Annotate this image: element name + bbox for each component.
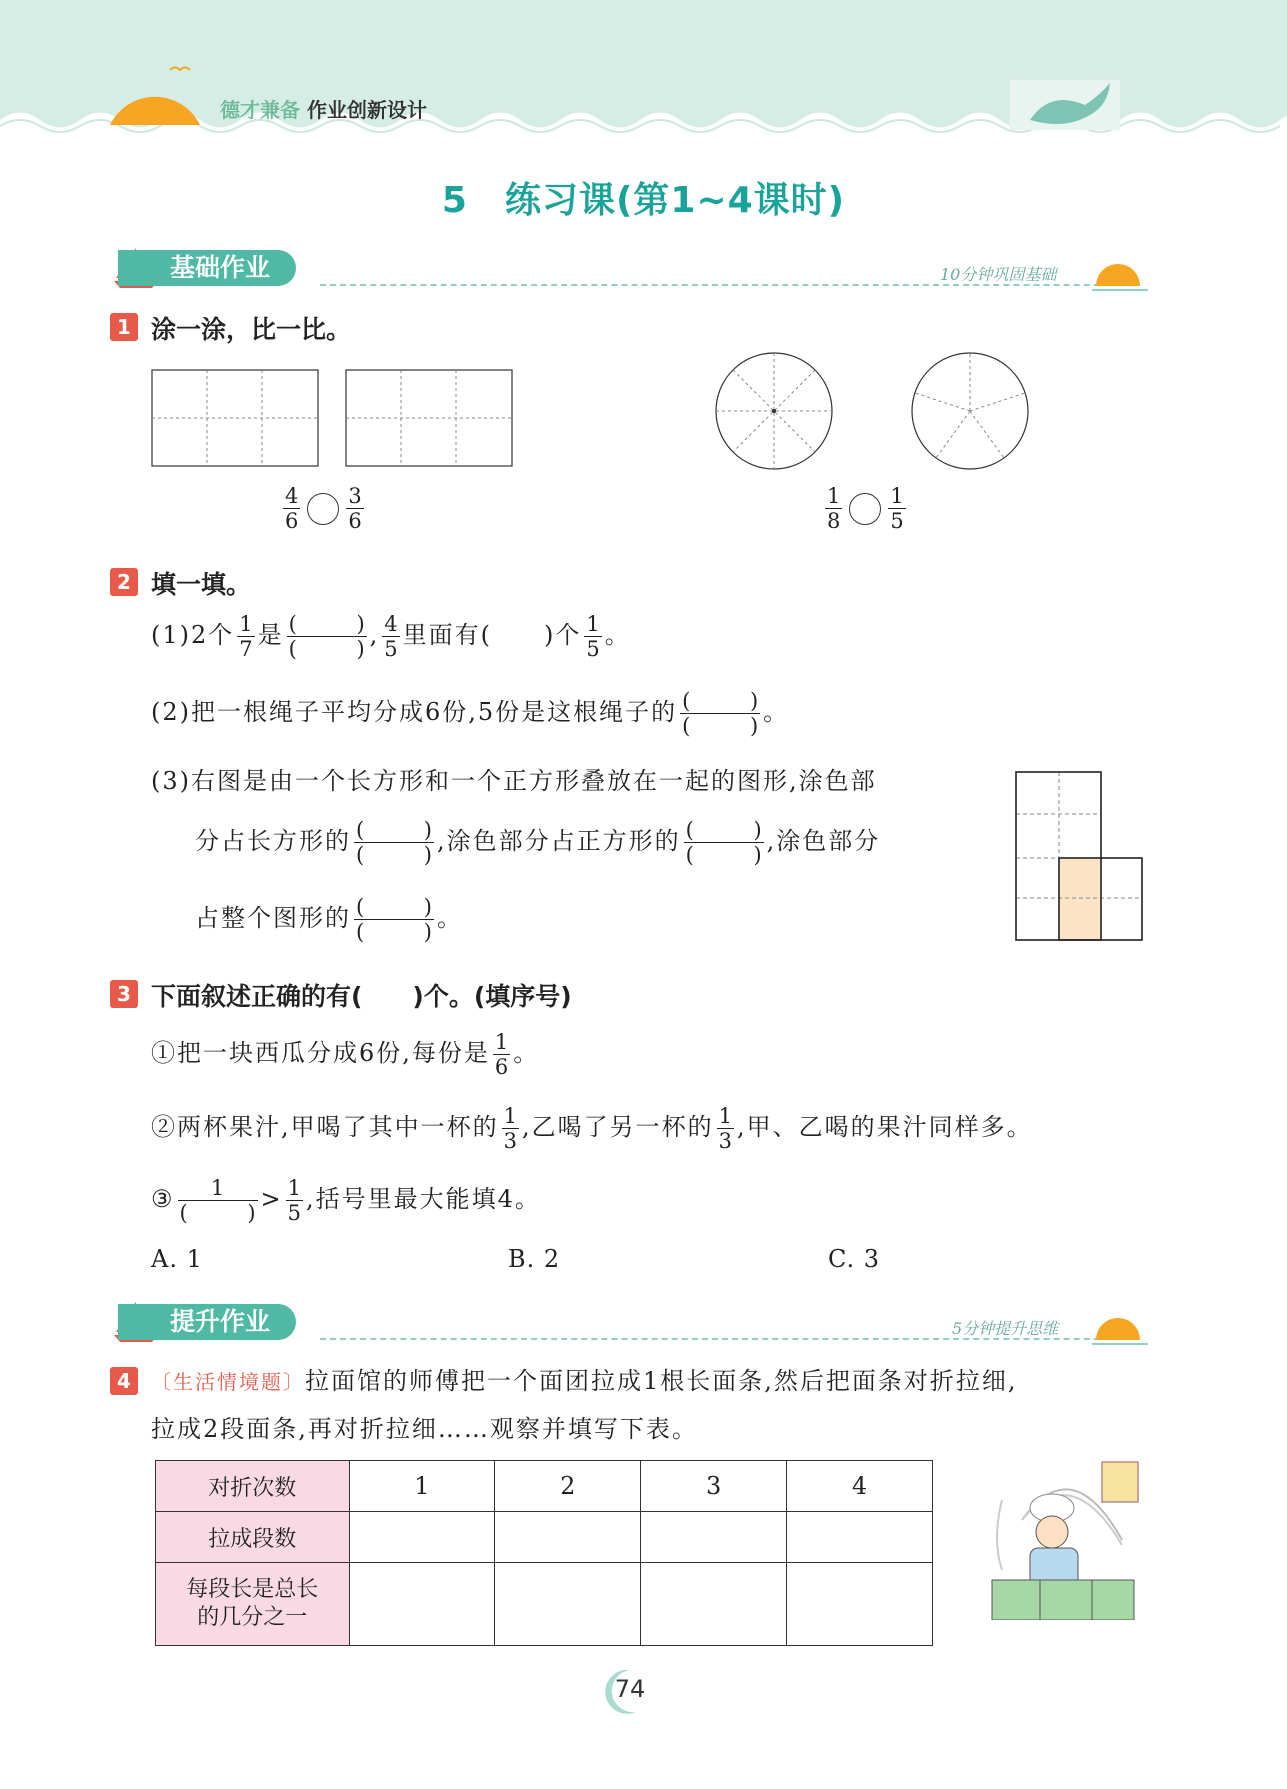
compare-blank[interactable] [307,493,339,525]
table-head-fraction: 每段长是总长 的几分之一 [156,1563,350,1646]
q3-statement-3: ③ 1 ( ) > $\frac{1}{5}$ ,括号里最大能填4。 [151,1176,541,1225]
answer-blank-fraction[interactable]: ( ) ( ) [685,818,762,867]
section-advanced-label: 提升作业 [118,1304,296,1340]
q4-text-line2: 拉成2段面条,再对折拉细……观察并填写下表。 [151,1415,698,1443]
answer-blank-fraction[interactable]: ( ) ( ) [356,895,432,944]
table-row [156,1563,933,1646]
q4-table [155,1460,933,1646]
option-b[interactable]: B. 2 [508,1245,561,1273]
q2-rect-square-figure [1014,770,1144,942]
brand-prefix: 德才兼备 [220,98,300,122]
section-advanced-time: 5分钟提升思维 [952,1319,1059,1338]
question-2-title: 填一填。 [151,570,252,599]
whale-icon [1010,75,1120,135]
answer-blank-fraction[interactable]: ( ) ( ) [682,689,759,738]
question-1-number: 1 [110,313,138,341]
question-4-number: 4 [110,1367,138,1395]
answer-blank-fraction[interactable]: ( ) ( ) [356,818,432,867]
page-title: 5 练习课(第1~4课时) [441,180,846,221]
answer-cell[interactable] [495,1563,641,1646]
answer-cell[interactable] [787,1512,933,1563]
table-row [156,1512,933,1563]
section-basic-time: 10分钟巩固基础 [940,265,1057,284]
q1-left-compare: $\frac{4}{6}$ $\frac{3}{6}$ [285,484,362,533]
question-3-number: 3 [110,980,138,1008]
question-3-title: 下面叙述正确的有( )个。(填序号) [151,982,572,1011]
answer-cell[interactable] [787,1563,933,1646]
answer-cell[interactable] [641,1563,787,1646]
answer-cell[interactable] [349,1563,495,1646]
option-a[interactable]: A. 1 [151,1245,203,1273]
noodle-chef-illustration [982,1460,1144,1620]
q2-part-3-line2: 分占长方形的 ( ) ( ) ,涂色部分占正方形的 ( ) ( ) ,涂色部分 [195,818,881,867]
q4-tag: 〔生活情境题〕 [151,1370,305,1394]
option-c[interactable]: C. 3 [828,1245,881,1273]
q1-rectangles [150,368,520,468]
question-2-number: 2 [110,568,138,596]
sun-icon [1092,254,1148,294]
q1-circles [712,350,1032,472]
sun-icon [1092,1308,1148,1348]
answer-cell[interactable] [641,1512,787,1563]
question-1-title: 涂一涂，比一比。 [151,315,352,344]
table-row: 对折次数 1 2 3 4 [156,1461,933,1512]
brand-title [220,94,427,123]
q2-part-1: (1)2个 $\frac{1}{7}$ 是 ( ) ( ) , $\frac{4}{5}$ 里面有( )个 $\frac{1}{5}$ 。 [151,612,631,661]
brand-suffix: 作业创新设计 [306,98,427,122]
answer-cell[interactable] [495,1512,641,1563]
q3-statement-1: ①把一块西瓜分成6份,每份是 $\frac{1}{6}$ 。 [151,1030,540,1079]
compare-blank[interactable] [849,493,881,525]
q2-part-3-line3: 占整个图形的 ( ) ( ) 。 [195,895,463,944]
q2-part-2: (2)把一根绳子平均分成6份,5份是这根绳子的 ( ) ( ) 。 [151,689,790,738]
answer-blank-fraction[interactable]: 1 ( ) [179,1176,256,1225]
page-number: 74 [614,1675,646,1703]
table-head-folds: 对折次数 [156,1461,350,1512]
section-basic-label: 基础作业 [118,250,296,286]
answer-cell[interactable] [349,1512,495,1563]
sun-logo-icon [100,60,210,130]
q2-part-3-line1: (3)右图是由一个长方形和一个正方形叠放在一起的图形,涂色部 [151,767,877,795]
q3-statement-2: ②两杯果汁,甲喝了其中一杯的 $\frac{1}{3}$ ,乙喝了另一杯的 $\frac{1}{3}$ ,甲、乙喝的果汁同样多。 [151,1104,1033,1153]
q1-right-compare: $\frac{1}{8}$ $\frac{1}{5}$ [827,484,904,533]
table-head-segments: 拉成段数 [156,1512,350,1563]
answer-blank-fraction[interactable]: ( ) ( ) [288,612,365,661]
q4-text-line1: 〔生活情境题〕拉面馆的师傅把一个面团拉成1根长面条,然后把面条对折拉细, [151,1367,1018,1395]
